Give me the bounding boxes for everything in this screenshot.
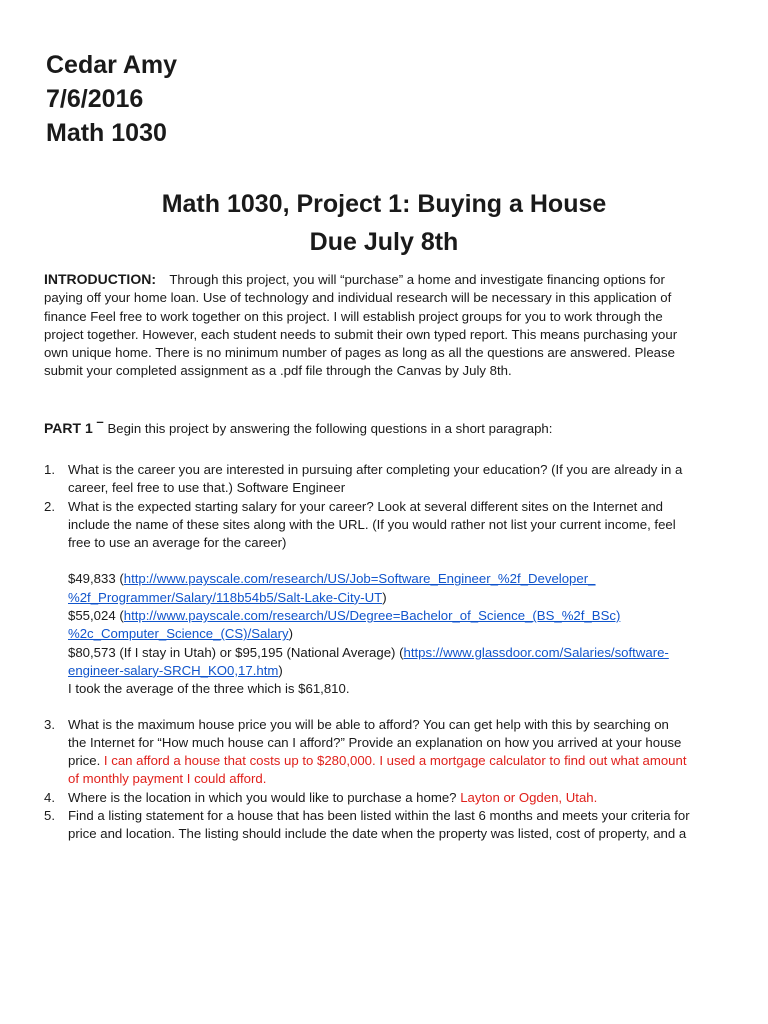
question-text: What is the expected starting salary for your career? Look at several different sites on the Internet and	[68, 498, 663, 514]
question-text: What is the maximum house price you will be able to afford? You can get help with this by searching on	[68, 716, 669, 732]
question-number: 1.	[44, 462, 55, 477]
part1-mark: –	[96, 414, 104, 429]
payscale-degree-link[interactable]: http://www.payscale.com/research/US/Degree=Bachelor_of_Science_(BS_%2f_BSc)	[123, 608, 621, 624]
part1-instructions: Begin this project by answering the following questions in a short paragraph:	[107, 421, 553, 436]
question-number: 2.	[44, 498, 55, 514]
intro-line: Through this project, you will “purchase” a home and investigate financing options for	[169, 272, 665, 287]
question-text: price.	[68, 753, 104, 769]
intro-line: paying off your home loan. Use of technology and individual research will be necessary in this application of	[44, 290, 672, 306]
question-number: 3.	[44, 716, 55, 732]
answer-text: of monthly payment I could afford.	[68, 771, 267, 787]
question-list	[44, 461, 734, 844]
question-text: Find a listing statement for a house that has been listed within the last 6 months and meets your criteria for	[68, 808, 690, 824]
question-number: 4.	[44, 789, 55, 805]
question-number: 5.	[44, 808, 55, 824]
question-5	[44, 807, 734, 844]
due-date-title: Due July 8th	[309, 228, 459, 256]
salary-average: I took the average of the three which is $61,810.	[68, 681, 350, 697]
introduction-heading: INTRODUCTION:	[44, 271, 156, 287]
answer-text: I can afford a house that costs up to $280,000. I used a mortgage calculator to find out what amount	[103, 753, 687, 769]
question-1	[44, 461, 734, 498]
part1-label: PART 1	[44, 420, 93, 436]
course-name: Math 1030	[46, 119, 167, 147]
question-3	[44, 716, 734, 789]
introduction-section	[44, 270, 724, 381]
glassdoor-link-cont[interactable]: engineer-salary-SRCH_KO0,17.htm	[68, 662, 279, 678]
project-title: Math 1030, Project 1: Buying a House	[161, 190, 607, 218]
paren: )	[382, 589, 387, 605]
salary-amount: $55,024 (	[68, 608, 124, 624]
question-2	[44, 498, 734, 699]
student-name: Cedar Amy	[46, 51, 178, 79]
salary-amount: $80,573 (If I stay in Utah) or $95,195 (National Average) (	[68, 644, 404, 660]
intro-line: project together. However, each student needs to submit their own typed report. This means purchasing your	[44, 326, 678, 342]
answer-text: Layton or Ogden, Utah.	[460, 789, 598, 805]
question-text: include the name of these sites along with the URL. (If you would rather not list your current income, feel	[68, 516, 676, 532]
question-text: free to use an average for the career)	[68, 535, 287, 551]
question-text: What is the career you are interested in pursuing after completing your education? (If you are already in a	[68, 462, 683, 477]
paren: )	[288, 626, 294, 642]
question-text: career, feel free to use that.) Software Engineer	[68, 480, 346, 496]
paren: )	[278, 662, 283, 678]
intro-line: own unique home. There is no minimum number of pages as long as all the questions are answered. Please	[44, 345, 675, 361]
glassdoor-link[interactable]: https://www.glassdoor.com/Salaries/software-	[403, 644, 669, 660]
payscale-job-link-cont[interactable]: %2f_Programmer/Salary/118b54b5/Salt-Lake-City-UT	[68, 589, 383, 605]
intro-line: submit your completed assignment as a .pdf file through the Canvas by July 8th.	[44, 363, 512, 379]
question-text: price and location. The listing should include the date when the property was listed, cost of property, and a	[68, 826, 687, 842]
intro-line: finance Feel free to work together on this project. I will establish project groups for you to work through the	[44, 308, 663, 324]
salary-amount: $49,833 (	[68, 571, 124, 587]
submission-date: 7/6/2016	[46, 85, 144, 113]
payscale-job-link[interactable]: http://www.payscale.com/research/US/Job=Software_Engineer_%2f_Developer_	[123, 571, 596, 587]
part1-heading	[44, 414, 553, 436]
question-text: the Internet for “How much house can I afford?” Provide an explanation on how you arrived at your house	[68, 734, 682, 750]
question-text: Where is the location in which you would like to purchase a home?	[68, 789, 461, 805]
payscale-degree-link-cont[interactable]: %2c_Computer_Science_(CS)/Salary	[68, 626, 289, 642]
question-4	[44, 789, 734, 807]
student-header	[46, 48, 177, 150]
